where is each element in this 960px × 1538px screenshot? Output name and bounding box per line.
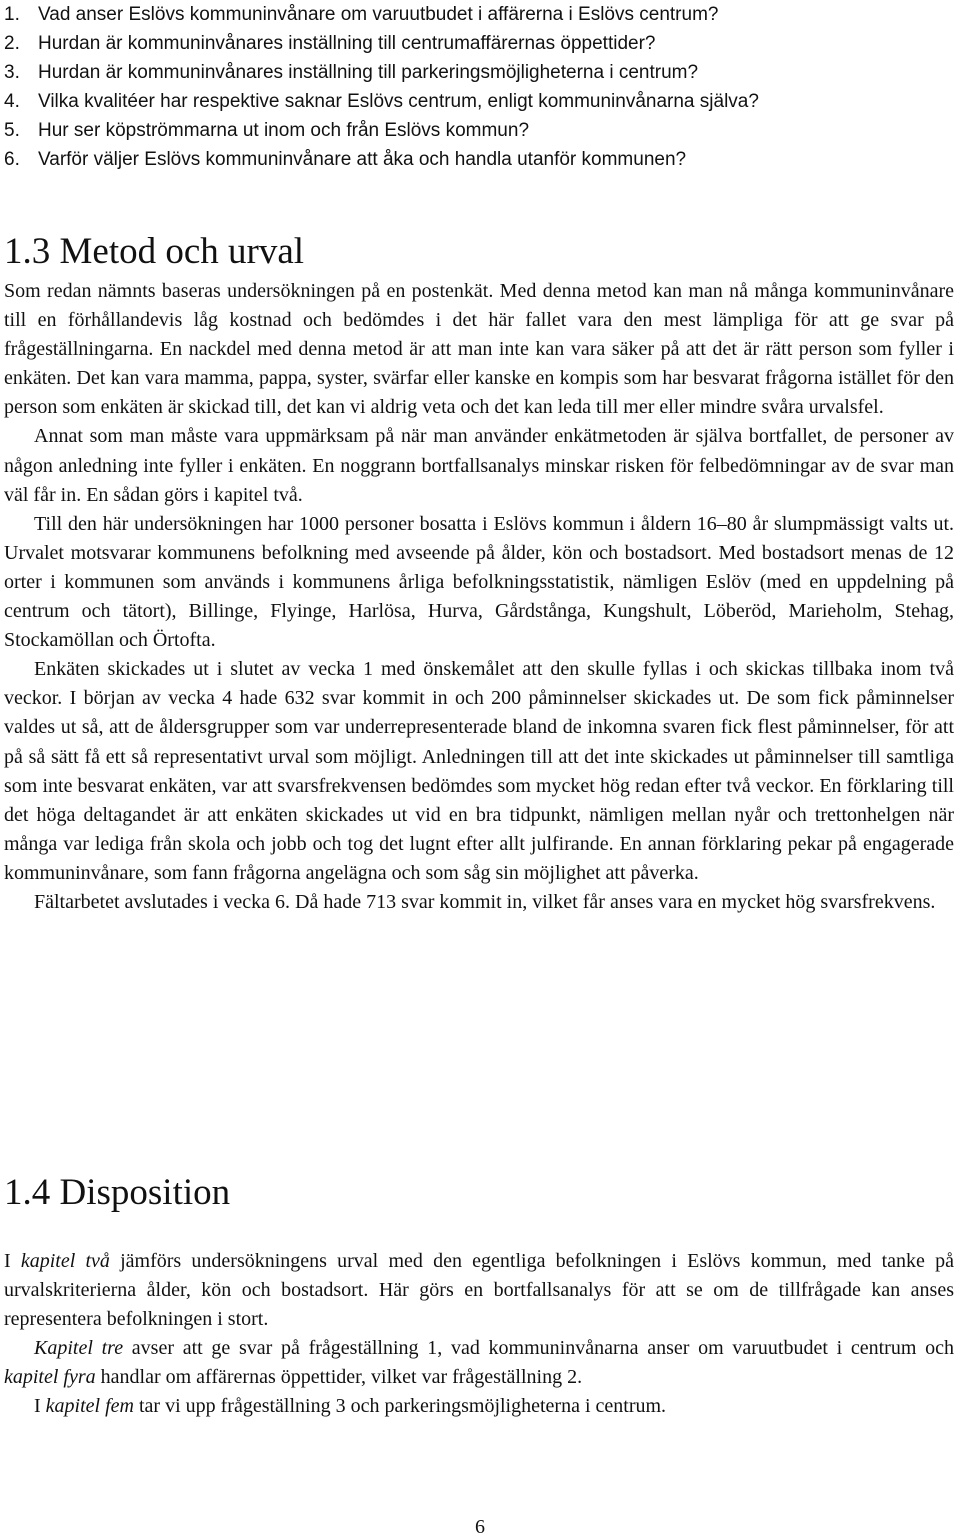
list-item-text: Vad anser Eslövs kommuninvånare om varuutbudet i affärerna i Eslövs centrum? — [38, 4, 719, 25]
list-item — [4, 145, 954, 174]
list-item-number: 1. — [4, 4, 20, 25]
list-item-text: Hur ser köpströmmarna ut inom och från Eslövs kommun? — [38, 120, 530, 141]
research-questions-list — [4, 0, 954, 174]
section-heading-disposition: 1.4 Disposition — [4, 1172, 231, 1213]
list-item — [4, 58, 954, 87]
paragraph — [4, 1247, 954, 1334]
text-run: handlar om affärernas öppettider, vilket var frågeställning 2. — [95, 1366, 583, 1389]
text-run: tar vi upp frågeställning 3 och parkeringsmöjligheterna i centrum. — [133, 1395, 667, 1418]
chapter-reference: kapitel fyra — [4, 1366, 96, 1389]
text-run: I — [4, 1250, 21, 1272]
list-item — [4, 29, 954, 58]
section-heading-method: 1.3 Metod och urval — [4, 231, 305, 272]
paragraph: Fältarbetet avslutades i vecka 6. Då hade 713 svar kommit in, vilket får anses vara en mycket hög svarsfrekvens. — [34, 890, 936, 913]
list-item-number: 6. — [4, 149, 20, 170]
paragraph: Annat som man måste vara uppmärksam på när man använder enkätmetoden är själva bortfallet, de personer av någon anledning inte fyller i enkäten. En noggrann bortfallsanalys minskar risken för felbedömningar av de svar man väl får in. En sådan görs i kapitel två. — [4, 425, 954, 506]
paragraph — [4, 1334, 954, 1392]
text-run: I — [34, 1395, 46, 1418]
list-item-number: 5. — [4, 120, 20, 141]
text-run: avser att ge svar på frågeställning 1, vad kommuninvånarna anser om varuutbudet i centrum och — [123, 1337, 954, 1360]
list-item — [4, 87, 954, 116]
list-item-text: Hurdan är kommuninvånares inställning till parkeringsmöjligheterna i centrum? — [38, 62, 699, 83]
chapter-reference: kapitel två — [20, 1250, 110, 1272]
paragraph: Till den här undersökningen har 1000 personer bosatta i Eslövs kommun i åldern 16–80 år slumpmässigt valts ut. Urvalet motsvarar kommunens befolkning med avseende på ålder, kön och bostadsort. Med bostadsort menas de 12 orter i kommunen som används i kommunens årliga befolkningsstatistik, nämligen Eslöv (med en uppdelning på centrum och tätort), Billinge, Flyinge, Harlösa, Hurva, Gårdstånga, Kungshult, Löberöd, Marieholm, Stehag, Stockamöllan och Örtofta. — [4, 512, 954, 652]
chapter-reference: kapitel fem — [45, 1395, 134, 1418]
list-item — [4, 0, 954, 29]
paragraph: Enkäten skickades ut i slutet av vecka 1 med önskemålet att den skulle fyllas i och skickas tillbaka inom två veckor. I början av vecka 4 hade 632 svar kommit in och 200 påminnelser skickades ut. De som fick påminnelser valdes ut så, att de åldersgrupper som var underrepresenterade bland de inkomna svaren fick flest påminnelser, för att på så sätt få ett så representativt urval som möjligt. Anledningen till att det inte skickades ut påminnelser till samtliga som inte besvarat enkäten, var att svarsfrekvensen bedömdes som mycket hög redan efter två veckor. En förklaring till det höga deltagandet är att enkäten skickades ut vid en bra tidpunkt, nämligen mellan nyår och trettonhelgen när många var lediga från skola och jobb och tog det lugnt efter allt julfirande. En annan förklaring pekar på engagerade kommuninvånare, som fann frågorna angelägna och som såg sin möjlighet att påverka. — [4, 658, 954, 884]
list-item-text: Vilka kvalitéer har respektive saknar Eslövs centrum, enligt kommuninvånarna själva? — [38, 91, 759, 112]
list-item-text: Hurdan är kommuninvånares inställning till centrumaffärernas öppettider? — [38, 33, 656, 54]
paragraph — [4, 1392, 954, 1421]
paragraph: Som redan nämnts baseras undersökningen på en postenkät. Med denna metod kan man nå många kommuninvånare till en förhållandevis låg kostnad och bedömdes i det här fallet vara den mest lämpliga för att ge svar på frågeställningarna. En nackdel med denna metod är att man inte kan vara säker på att det är rätt person som fyller i enkäten. Det kan vara mamma, pappa, syster, svärfar eller kanske en kompis som har besvarat frågorna istället för den person som enkäten är skickad till, det kan vi aldrig veta och det kan leda till mer eller mindre svåra urvalsfel. — [4, 280, 954, 419]
text-run: jämförs undersökningens urval med den egentliga befolkningen i Eslövs kommun, med tanke på urvalskriterierna ålder, kön och bostadsort. Här görs en bortfallsanalys för att se om de tillfrågade kan anses representera befolkningen i stort. — [4, 1250, 954, 1331]
list-item-text: Varför väljer Eslövs kommuninvånare att åka och handla utanför kommunen? — [38, 149, 687, 170]
section-method-body — [4, 277, 954, 917]
list-item — [4, 116, 954, 145]
list-item-number: 3. — [4, 62, 20, 83]
list-item-number: 2. — [4, 33, 20, 54]
list-item-number: 4. — [4, 91, 20, 112]
section-disposition-body — [4, 1247, 954, 1422]
chapter-reference: Kapitel tre — [34, 1337, 124, 1360]
page-number: 6 — [475, 1516, 485, 1538]
